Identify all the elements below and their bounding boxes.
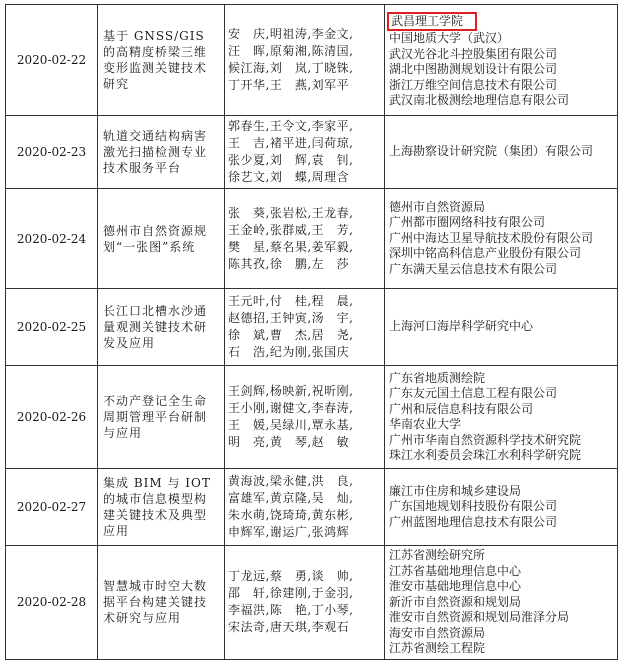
org-line: 浙江万维空间信息技术有限公司 (389, 77, 558, 92)
org-line: 湖北中图勘测规划设计有限公司 (389, 62, 558, 76)
date-cell: 2020-02-27 (6, 469, 98, 546)
people-line: 郭春生,王令文,李家平, (228, 119, 354, 133)
table-row (6, 116, 618, 189)
org-line: 江苏省基础地理信息中心 (389, 563, 522, 578)
people-line: 徐 斌,曹 杰,居 尧, (228, 328, 354, 342)
people-line: 王剑辉,杨映新,祝昕刚, (228, 384, 354, 398)
org-cell (385, 469, 618, 546)
people-line: 赵德招,王钟寅,汤 宇, (228, 311, 354, 325)
date-cell: 2020-02-25 (6, 289, 98, 366)
date-cell: 2020-02-23 (6, 116, 98, 189)
project-name-cell: 长江口北槽水沙通量观测关键技术研发及应用 (98, 289, 225, 366)
org-line: 海安市自然资源局 (389, 625, 486, 640)
people-cell (225, 469, 385, 546)
org-line: 广州和辰信息科技有限公司 (389, 401, 534, 416)
people-line: 张少夏,刘 辉,袁 钊, (228, 153, 354, 167)
people-line: 樊 星,蔡名果,姜军毅, (228, 239, 354, 254)
people-line: 安 庆,明祖涛,李金文, (228, 27, 354, 41)
people-line: 汪 晖,原菊湘,陈清国, (228, 44, 354, 58)
people-cell (225, 546, 385, 660)
org-line: 武汉南北极测绘地理信息有限公司 (389, 93, 570, 107)
people-line: 王小刚,谢健文,李春涛, (228, 401, 354, 415)
people-line: 明 亮,黄 琴,赵 敏 (228, 435, 350, 449)
org-line: 德州市自然资源局 (389, 199, 486, 214)
table-row (6, 189, 618, 289)
people-line: 石 浩,纪为刚,张国庆 (228, 345, 350, 359)
org-line: 广东满天星云信息技术有限公司 (389, 261, 558, 276)
people-line: 富雄军,黄京隆,吴 灿, (228, 491, 354, 505)
org-cell (385, 366, 618, 469)
org-line: 中国地质大学（武汉） (389, 31, 510, 45)
date-cell: 2020-02-22 (6, 5, 98, 116)
org-cell (385, 546, 618, 660)
org-line: 广州都市圈网络科技有限公司 (389, 215, 546, 230)
table-row (6, 469, 618, 546)
org-line: 深圳中铭高科信息产业股份有限公司 (389, 246, 582, 261)
date-cell: 2020-02-26 (6, 366, 98, 469)
org-line: 上海勘察设计研究院（集团）有限公司 (389, 144, 594, 159)
project-name-cell: 基于 GNSS/GIS 的高精度桥梁三维变形监测关键技术研究 (98, 5, 225, 116)
org-line: 广州中海达卫星导航技术股份有限公司 (389, 230, 594, 245)
table-row (6, 366, 618, 469)
org-line: 广州蓝图地理信息技术有限公司 (389, 514, 558, 529)
org-line: 淮安市自然资源和规划局淮泽分局 (389, 610, 570, 624)
table-row (6, 289, 618, 366)
org-line: 珠江水利委员会珠江水利科学研究院 (389, 448, 582, 462)
project-name-cell: 德州市自然资源规划“一张图”系统 (98, 189, 225, 289)
project-name-cell: 智慧城市时空大数据平台构建关键技术研究与应用 (98, 546, 225, 660)
people-line: 徐艺文,刘 蝶,周理含 (228, 170, 350, 184)
award-table (5, 4, 618, 660)
people-line: 陈其孜,徐 鹏,左 莎 (228, 256, 350, 271)
org-line: 新沂市自然资源和规划局 (389, 594, 522, 609)
org-line: 华南农业大学 (389, 417, 462, 431)
table-body (6, 5, 618, 660)
org-line: 广东省地质测绘院 (389, 370, 486, 385)
people-line: 朱水萌,饶琦琦,黄东彬, (228, 508, 354, 522)
people-cell (225, 189, 385, 289)
org-line: 江苏省测绘研究所 (389, 548, 486, 562)
table-row (6, 546, 618, 660)
table-row (6, 5, 618, 116)
people-cell (225, 366, 385, 469)
date-cell: 2020-02-28 (6, 546, 98, 660)
people-line: 宋法奇,唐天琪,李观石 (228, 620, 350, 635)
people-cell (225, 116, 385, 189)
people-line: 黄海波,梁永健,洪 良, (228, 474, 354, 488)
org-line: 广东友元国土信息工程有限公司 (389, 386, 558, 400)
org-line: 武汉光谷北斗控股集团有限公司 (389, 46, 558, 61)
people-line: 丁开华,王 燕,刘军平 (228, 78, 350, 92)
project-name-cell: 轨道交通结构病害激光扫描检测专业技术服务平台 (98, 116, 225, 189)
people-line: 王金岭,张群威,王 芳, (228, 222, 354, 237)
org-line: 廉江市住房和城乡建设局 (389, 483, 522, 498)
people-line: 李福洪,陈 艳,丁小琴, (228, 603, 354, 618)
project-name-cell: 不动产登记全生命周期管理平台研制与应用 (98, 366, 225, 469)
org-line: 上海河口海岸科学研究中心 (389, 319, 534, 334)
org-line: 淮安市基础地理信息中心 (389, 579, 522, 593)
org-cell (385, 189, 618, 289)
people-line: 王元叶,付 桂,程 晨, (228, 294, 354, 308)
highlighted-org: 武昌理工学院 (387, 12, 477, 32)
date-cell: 2020-02-24 (6, 189, 98, 289)
org-cell (385, 116, 618, 189)
org-cell (385, 289, 618, 366)
org-line: 广州市华南自然资源科学技术研究院 (389, 432, 582, 447)
org-cell (385, 5, 618, 116)
org-line: 江苏省测绘工程院 (389, 641, 486, 655)
people-line: 候江海,刘 岚,丁晓铢, (228, 61, 354, 75)
org-line: 广东国地规划科技股份有限公司 (389, 499, 558, 514)
people-line: 王 媛,吴绿川,覃永基, (228, 418, 354, 432)
people-line: 张 葵,张岩松,王龙春, (228, 205, 354, 220)
people-line: 丁龙远,蔡 勇,谈 帅, (228, 569, 354, 584)
people-line: 邵 轩,徐建刚,于金羽, (228, 586, 354, 601)
people-cell (225, 289, 385, 366)
people-line: 申辉军,谢运广,张鸿辉 (228, 525, 350, 539)
people-cell (225, 5, 385, 116)
project-name-cell: 集成 BIM 与 IOT 的城市信息模型构建关键技术及典型应用 (98, 469, 225, 546)
people-line: 王 吉,褚平进,闫荷琼, (228, 136, 354, 150)
